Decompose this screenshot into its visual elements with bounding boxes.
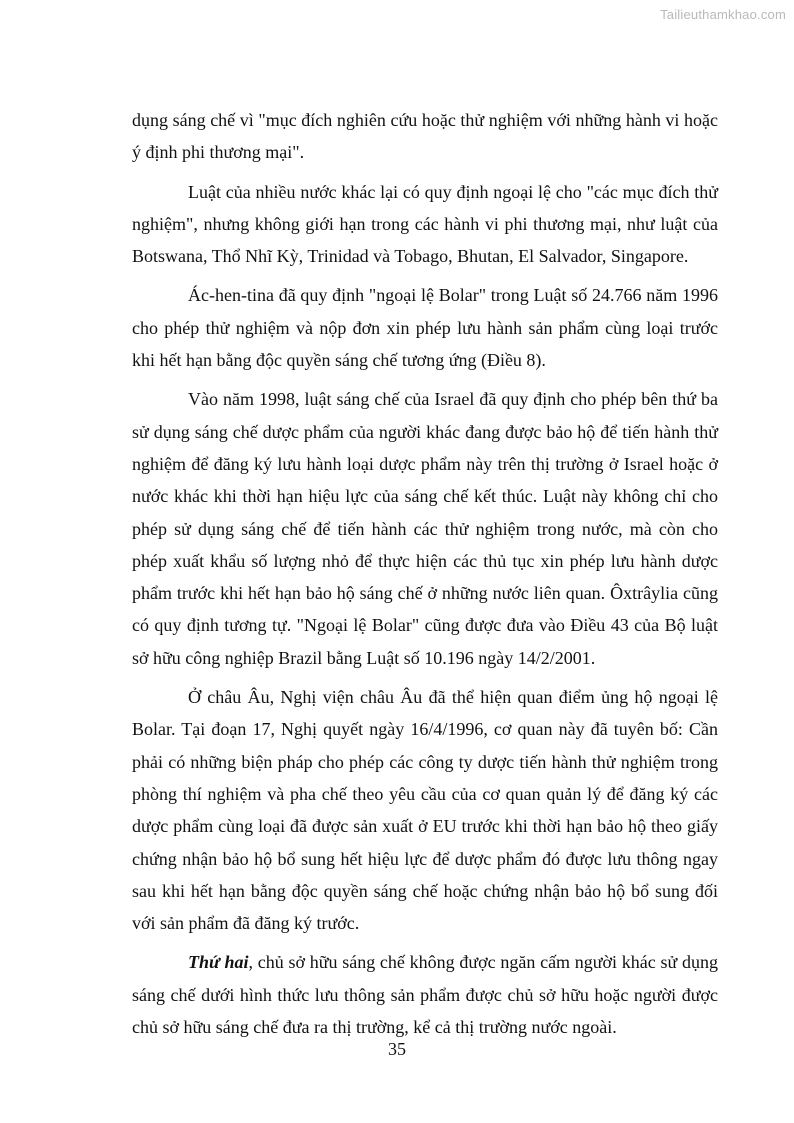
paragraph-argentina: Ác-hen-tina đã quy định "ngoại lệ Bolar" trong Luật số 24.766 năm 1996 cho phép thử nghiệm và nộp đơn xin phép lưu hành sản phẩm cùng loại trước khi hết hạn bằng độc quyền sáng chế tương ứng (Điều 8). <box>132 285 718 371</box>
paragraph-second-point <box>132 946 718 1043</box>
document-body <box>132 104 718 1050</box>
paragraph-second-point-text: , chủ sở hữu sáng chế không được ngăn cấm người khác sử dụng sáng chế dưới hình thức lưu thông sản phẩm được chủ sở hữu hoặc người được chủ sở hữu sáng chế đưa ra thị trường, kể cả thị trường nước ngoài. <box>132 952 718 1038</box>
paragraph-other-countries: Luật của nhiều nước khác lại có quy định ngoại lệ cho "các mục đích thử nghiệm", nhưng không giới hạn trong các hành vi phi thương mại, như luật của Botswana, Thổ Nhĩ Kỳ, Trinidad và Tobago, Bhutan, El Salvador, Singapore. <box>132 181 718 267</box>
page-number: 35 <box>388 1039 406 1059</box>
paragraph-continuation: dụng sáng chế vì "mục đích nghiên cứu hoặc thử nghiệm với những hành vi hoặc ý định phi thương mại". <box>132 110 718 163</box>
paragraph-lead-emphasis: Thứ hai <box>188 952 249 973</box>
paragraph-israel: Vào năm 1998, luật sáng chế của Israel đã quy định cho phép bên thứ ba sử dụng sáng chế dược phẩm của người khác đang được bảo hộ để tiến hành thử nghiệm để đăng ký lưu hành loại dược phẩm này trên thị trường ở Israel hoặc ở nước khác khi thời hạn hiệu lực của sáng chế kết thúc. Luật này không chỉ cho phép sử dụng sáng chế để tiến hành các thử nghiệm trong nước, mà còn cho phép xuất khẩu số lượng nhỏ để thực hiện các thủ tục xin phép lưu hành dược phẩm trước khi hết hạn bảo hộ sáng chế ở những nước liên quan. Ôxtrâylia cũng có quy định tương tự. "Ngoại lệ Bolar" cũng được đưa vào Điều 43 của Bộ luật sở hữu công nghiệp Brazil bằng Luật số 10.196 ngày 14/2/2001. <box>132 389 718 668</box>
watermark: Tailieuthamkhao.com <box>660 7 786 22</box>
paragraph-europe: Ở châu Âu, Nghị viện châu Âu đã thể hiện quan điểm ủng hộ ngoại lệ Bolar. Tại đoạn 17, Nghị quyết ngày 16/4/1996, cơ quan này đã tuyên bố: Cần phải có những biện pháp cho phép các công ty dược tiến hành thử nghiệm trong phòng thí nghiệm và pha chế theo yêu cầu của cơ quan quản lý để đăng ký các dược phẩm cùng loại đã được sản xuất ở EU trước khi thời hạn bảo hộ theo giấy chứng nhận bảo hộ bổ sung hết hiệu lực để dược phẩm đó được lưu thông ngay sau khi hết hạn bằng độc quyền sáng chế hoặc chứng nhận bảo hộ bổ sung đối với sản phẩm đã đăng ký trước. <box>132 687 718 934</box>
